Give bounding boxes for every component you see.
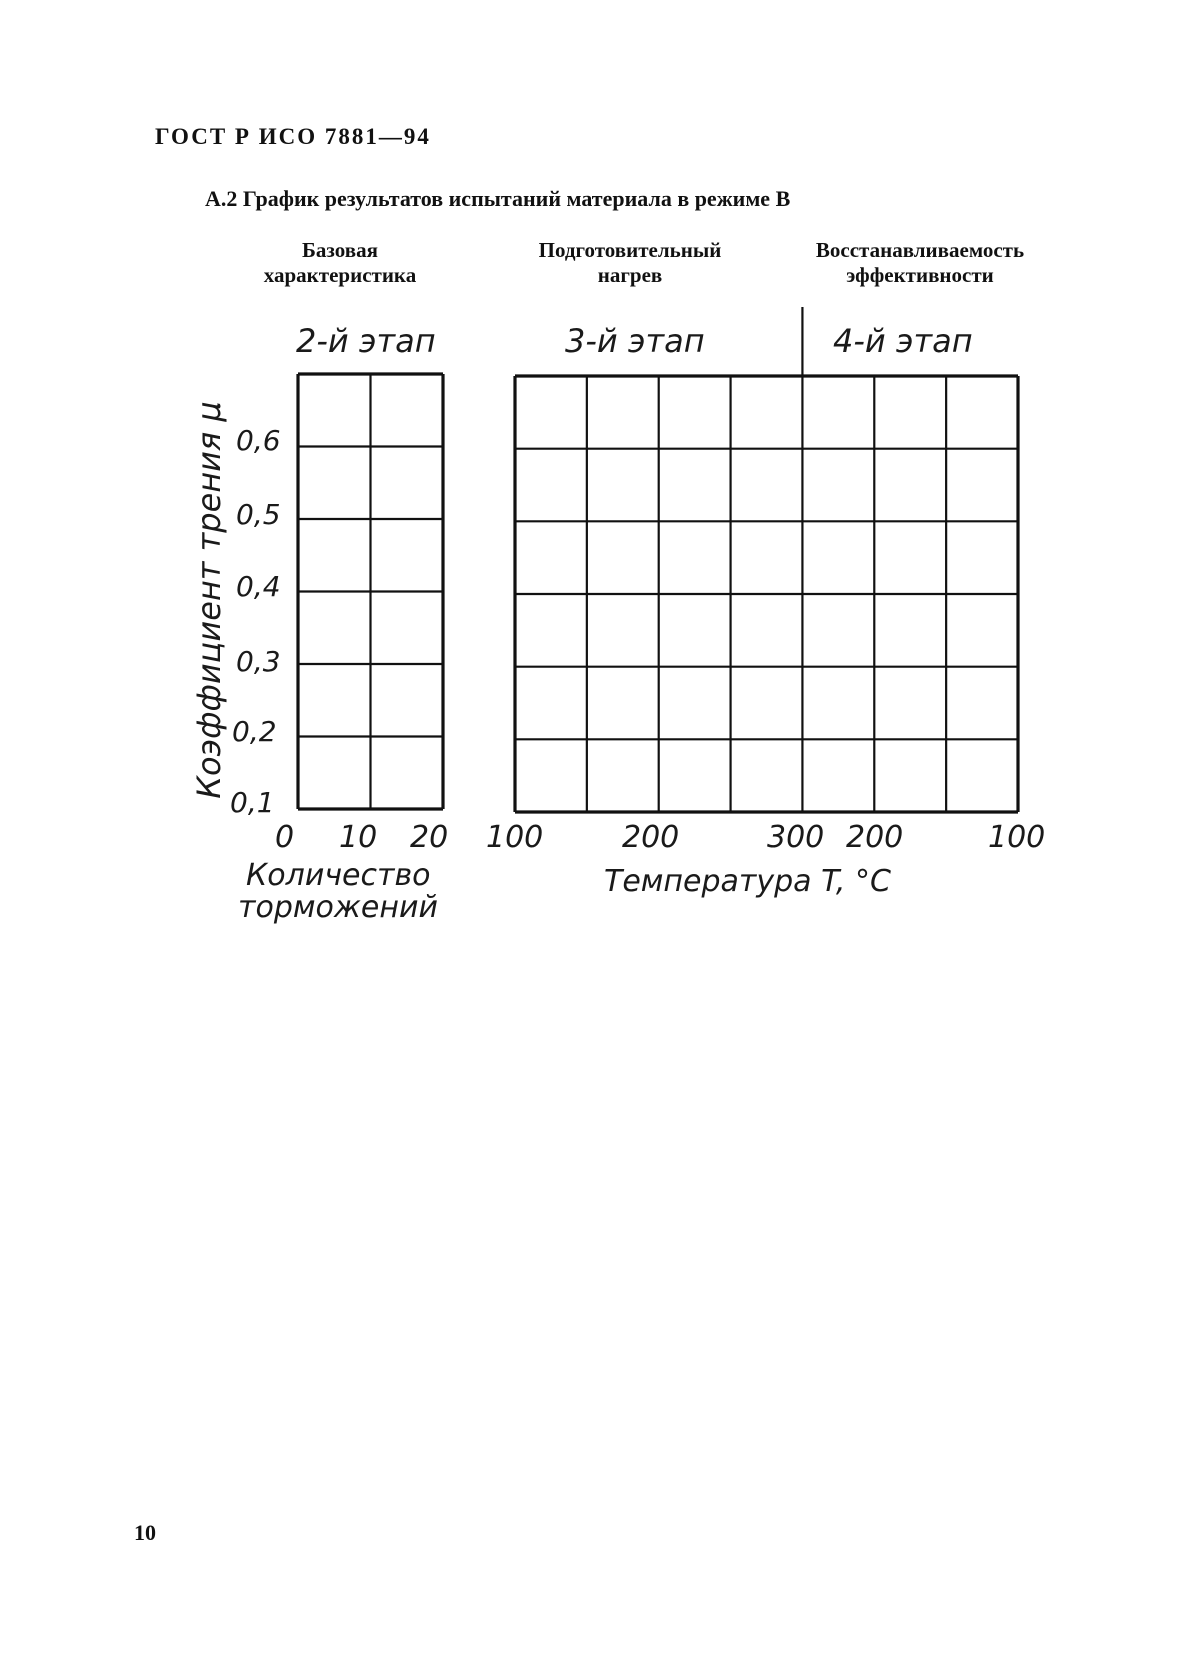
stage-4-label: 4-й этап [833, 322, 973, 360]
x-tick-label: 100 [988, 820, 1046, 855]
document-code: ГОСТ Р ИСО 7881—94 [155, 124, 431, 149]
x-tick-label: 200 [846, 820, 904, 855]
figure-caption: А.2 График результатов испытаний материала в режиме В [205, 186, 791, 211]
y-axis-title: Коэффициент трения μ [190, 401, 228, 799]
page-number: 10 [134, 1520, 156, 1545]
y-tick-label: 0,2 [232, 715, 277, 748]
y-tick-label: 0,1 [230, 786, 275, 819]
section-header-recovery-line1: Восстанавливаемость [815, 238, 1025, 262]
section-header-recovery-line2: эффективности [846, 263, 994, 287]
y-tick-label: 0,5 [236, 498, 281, 531]
x-tick-label: 100 [486, 820, 544, 855]
section-header-base-line1: Базовая [302, 238, 378, 262]
section-header-preheat-line1: Подготовительный [538, 238, 722, 262]
stage-3-label: 3-й этап [565, 322, 705, 360]
section-header-preheat-line2: нагрев [597, 263, 663, 287]
x-axis-title-temperature: Температура T, °C [604, 864, 891, 899]
x-axis-title-count-line2: торможений [238, 890, 438, 925]
x-tick-label: 0 [275, 820, 295, 855]
section-header-base-line2: характеристика [263, 263, 417, 287]
stage-2-label: 2-й этап [296, 322, 436, 360]
x-tick-label: 300 [767, 820, 825, 855]
x-tick-label: 20 [410, 820, 449, 855]
y-tick-label: 0,6 [236, 424, 281, 457]
x-axis-title-count-line1: Количество [246, 858, 431, 893]
y-tick-label: 0,4 [236, 570, 281, 603]
x-tick-label: 10 [339, 820, 378, 855]
x-tick-label: 200 [622, 820, 680, 855]
y-tick-label: 0,3 [236, 645, 281, 678]
